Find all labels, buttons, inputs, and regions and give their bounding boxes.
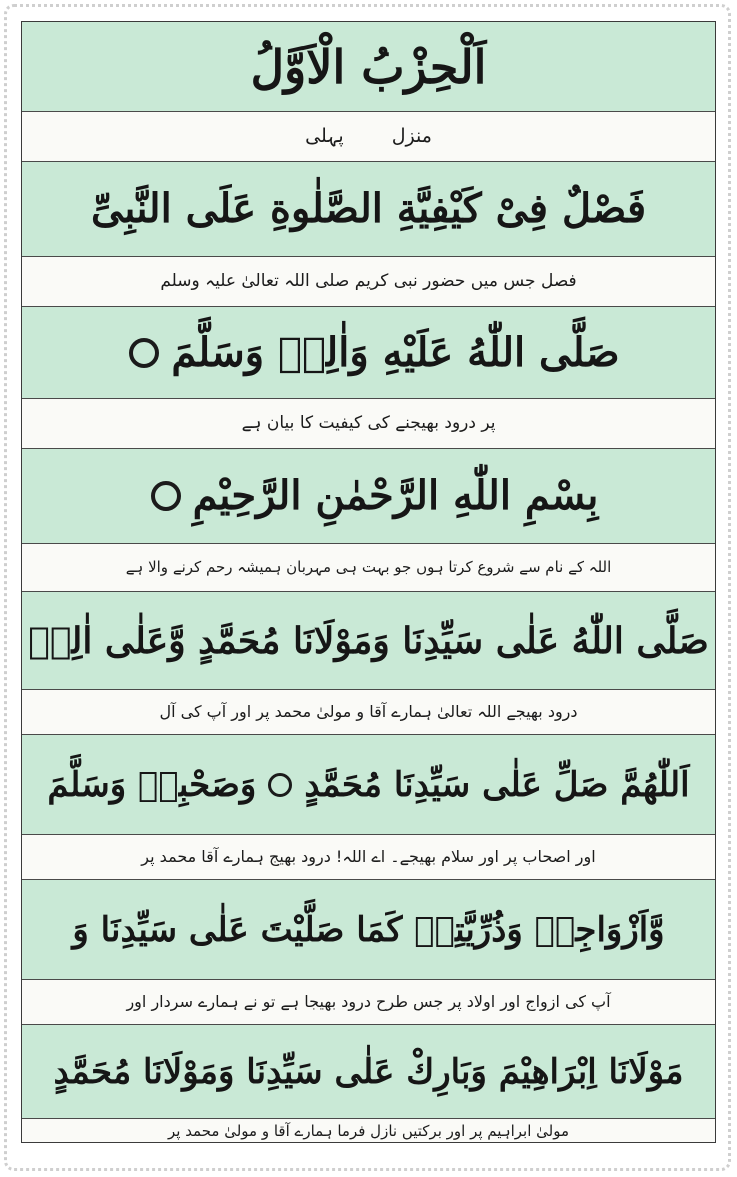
verse-2-translation-band — [22, 835, 715, 880]
salawat-band — [22, 307, 715, 399]
manzil-band — [22, 112, 715, 162]
verse-3-band — [22, 880, 715, 980]
bismillah-text: بِسْمِ اللّٰهِ الرَّحْمٰنِ الرَّحِيْمِ — [192, 472, 599, 519]
fasl-heading-band — [22, 162, 715, 257]
fasl-translation: فصل جس میں حضور نبی کریم صلی اللہ تعالیٰ علیہ وسلم — [160, 271, 577, 291]
bismillah-band — [22, 449, 715, 544]
verse-4-translation: مولیٰ ابراہیم پر اور برکتیں نازل فرما ہمارے آقا و مولیٰ محمد پر — [167, 1122, 570, 1140]
verse-2-band — [22, 735, 715, 835]
verse-3-translation-band — [22, 980, 715, 1025]
verse-1-arabic: صَلَّی اللّٰهُ عَلٰی سَيِّدِنَا وَمَوْلَانَا مُحَمَّدٍ وَّعَلٰی اٰلِهٖ — [28, 619, 709, 662]
verse-end-circle-icon — [129, 338, 159, 368]
verse-1-translation: درود بھیجے اللہ تعالیٰ ہمارے آقا و مولیٰ محمد پر اور آپ کی آل — [159, 702, 578, 721]
fasl-translation-band — [22, 257, 715, 307]
salawat-translation: پر درود بھیجنے کی کیفیت کا بیان ہے — [241, 413, 496, 433]
verse-end-circle-icon — [268, 773, 292, 797]
verse-2-arabic-b: اَللّٰهُمَّ صَلِّ عَلٰی سَيِّدِنَا مُحَمَّدٍ — [304, 764, 690, 805]
salawat-text: صَلَّی اللّٰهُ عَلَيْهِ وَاٰلِهٖ وَسَلَّمَ — [171, 328, 620, 376]
verse-3-translation: آپ کی ازواج اور اولاد پر جس طرح درود بھیجا ہے تو نے ہمارے سردار اور — [126, 992, 611, 1011]
verse-1-band — [22, 592, 715, 690]
verse-2-translation: اور اصحاب پر اور سلام بھیجے۔ اے اللہ! درود بھیج ہمارے آقا محمد پر — [141, 847, 596, 866]
manzil-word: منزل — [391, 125, 432, 147]
page — [21, 21, 716, 1143]
verse-2-arabic: وَصَحْبِهٖ وَسَلَّمَ — [47, 764, 257, 805]
verse-3-arabic: وَّاَزْوَاجِهٖ وَذُرِّيَّتِهٖ كَمَا صَلَّيْتَ عَلٰی سَيِّدِنَا وَ — [72, 909, 665, 950]
verse-1-translation-band — [22, 690, 715, 735]
bismillah-translation-band — [22, 544, 715, 592]
title-band — [22, 22, 715, 112]
manzil-ordinal: پہلی — [305, 125, 344, 147]
page-title: اَلْحِزْبُ الْاَوَّلُ — [250, 39, 487, 94]
verse-4-translation-band — [22, 1119, 715, 1143]
salawat-translation-band — [22, 399, 715, 449]
fasl-heading: فَصْلٌ فِیْ کَیْفِیَّةِ الصَّلٰوةِ عَلَی النَّبِیِّ — [90, 185, 647, 232]
verse-end-circle-icon — [151, 481, 181, 511]
verse-4-arabic: مَوْلَانَا اِبْرَاهِيْمَ وَبَارِكْ عَلٰی سَيِّدِنَا وَمَوْلَانَا مُحَمَّدٍ — [53, 1051, 684, 1092]
bismillah-translation: اللہ کے نام سے شروع کرتا ہوں جو بہت ہی مہربان ہمیشہ رحم کرنے والا ہے — [125, 558, 612, 576]
verse-4-band — [22, 1025, 715, 1119]
